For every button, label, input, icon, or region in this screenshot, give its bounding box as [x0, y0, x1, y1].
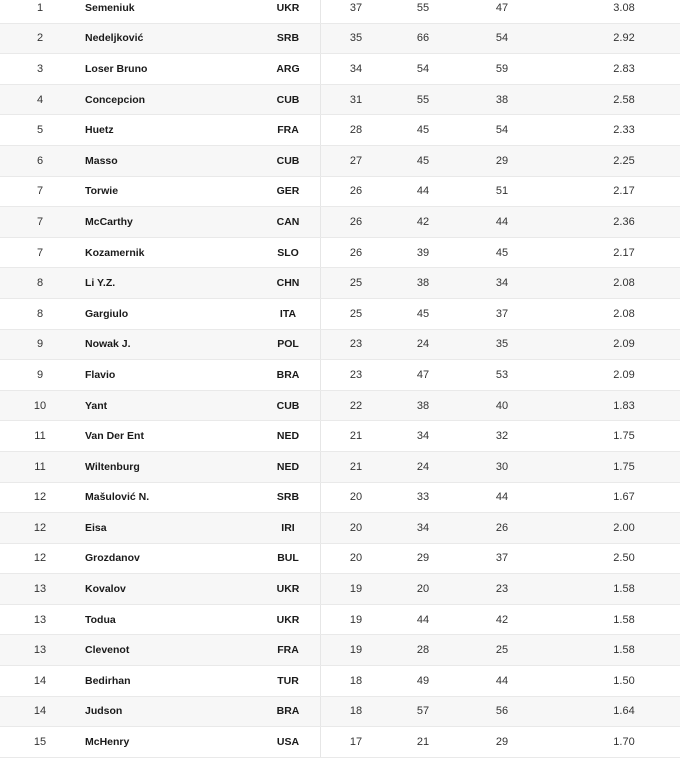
stat-cell-4: 1.50 — [613, 674, 635, 687]
rank-cell: 9 — [36, 368, 44, 381]
stat-cell-2: 42 — [416, 215, 430, 228]
player-name-cell: Clevenot — [85, 644, 130, 657]
rank-cell: 14 — [33, 705, 47, 718]
stat-cell-1: 25 — [349, 307, 363, 320]
table-row — [0, 115, 680, 146]
player-name-cell: Kovalov — [85, 583, 126, 596]
stat-cell-1: 19 — [349, 644, 363, 657]
stat-cell-1: 19 — [349, 613, 363, 626]
stat-cell-4: 1.58 — [613, 613, 635, 626]
country-code-cell: CUB — [276, 154, 300, 167]
stat-cell-4: 1.75 — [613, 430, 635, 443]
stat-cell-4: 2.08 — [613, 307, 635, 320]
stat-cell-1: 18 — [349, 674, 363, 687]
player-name-cell: Todua — [85, 613, 116, 626]
column-divider — [320, 360, 321, 390]
rank-cell: 15 — [33, 736, 47, 749]
player-name-cell: Mašulović N. — [85, 491, 150, 504]
rank-cell: 3 — [36, 62, 44, 75]
stat-cell-1: 20 — [349, 491, 363, 504]
stat-cell-4: 2.09 — [613, 338, 635, 351]
table-row — [0, 238, 680, 269]
stat-cell-2: 38 — [416, 399, 430, 412]
stat-cell-2: 21 — [416, 736, 430, 749]
rank-cell: 14 — [33, 674, 47, 687]
rank-cell: 2 — [36, 32, 44, 45]
table-row — [0, 574, 680, 605]
stat-cell-3: 23 — [495, 583, 509, 596]
stat-cell-4: 1.70 — [613, 736, 635, 749]
stat-cell-3: 53 — [495, 368, 509, 381]
table-row — [0, 605, 680, 636]
stat-cell-3: 54 — [495, 32, 509, 45]
column-divider — [320, 207, 321, 237]
rank-cell: 13 — [33, 644, 47, 657]
stat-cell-1: 28 — [349, 124, 363, 137]
stat-cell-1: 26 — [349, 246, 363, 259]
player-name-cell: Masso — [85, 154, 118, 167]
country-code-cell: CUB — [276, 93, 300, 106]
country-code-cell: UKR — [276, 1, 300, 14]
table-row — [0, 483, 680, 514]
table-row — [0, 24, 680, 55]
player-name-cell: Concepcion — [85, 93, 146, 106]
stat-cell-4: 1.58 — [613, 644, 635, 657]
rank-cell: 1 — [36, 1, 44, 14]
stat-cell-2: 66 — [416, 32, 430, 45]
stat-cell-1: 21 — [349, 460, 363, 473]
stat-cell-3: 40 — [495, 399, 509, 412]
player-name-cell: Li Y.Z. — [85, 277, 116, 290]
player-name-cell: Eisa — [85, 521, 107, 534]
rank-cell: 13 — [33, 583, 47, 596]
column-divider — [320, 330, 321, 360]
stat-cell-4: 1.83 — [613, 399, 635, 412]
stat-cell-1: 20 — [349, 552, 363, 565]
stat-cell-3: 44 — [495, 215, 509, 228]
player-name-cell: Grozdanov — [85, 552, 140, 565]
player-name-cell: Loser Bruno — [85, 62, 148, 75]
stat-cell-2: 54 — [416, 62, 430, 75]
player-name-cell: Nedeljković — [85, 32, 144, 45]
stat-cell-4: 2.33 — [613, 124, 635, 137]
country-code-cell: UKR — [276, 613, 300, 626]
rank-cell: 11 — [34, 460, 46, 473]
stat-cell-3: 37 — [495, 552, 509, 565]
player-name-cell: Nowak J. — [85, 338, 131, 351]
table-row — [0, 727, 680, 758]
stat-cell-4: 3.08 — [613, 1, 635, 14]
stat-cell-1: 20 — [349, 521, 363, 534]
country-code-cell: SRB — [276, 491, 300, 504]
country-code-cell: FRA — [277, 644, 299, 657]
stat-cell-2: 34 — [416, 521, 430, 534]
table-row — [0, 54, 680, 85]
stat-cell-1: 31 — [349, 93, 363, 106]
player-name-cell: Kozamernik — [85, 246, 145, 259]
stat-cell-2: 24 — [416, 460, 430, 473]
table-row — [0, 391, 680, 422]
column-divider — [320, 697, 321, 727]
stat-cell-4: 1.64 — [613, 705, 635, 718]
table-row — [0, 666, 680, 697]
stat-cell-4: 1.58 — [613, 583, 635, 596]
column-divider — [320, 177, 321, 207]
player-name-cell: McCarthy — [85, 215, 133, 228]
table-row — [0, 360, 680, 391]
country-code-cell: ARG — [276, 62, 300, 75]
stat-cell-2: 44 — [416, 613, 430, 626]
stat-cell-1: 18 — [349, 705, 363, 718]
column-divider — [320, 483, 321, 513]
stat-cell-4: 2.36 — [613, 215, 635, 228]
stat-cell-2: 55 — [416, 1, 430, 14]
rank-cell: 7 — [36, 215, 44, 228]
stat-cell-2: 24 — [416, 338, 430, 351]
country-code-cell: POL — [277, 338, 299, 351]
rank-cell: 12 — [33, 552, 47, 565]
table-row — [0, 299, 680, 330]
column-divider — [320, 605, 321, 635]
stat-cell-3: 32 — [495, 430, 509, 443]
stat-cell-1: 23 — [349, 338, 363, 351]
stat-cell-1: 19 — [349, 583, 363, 596]
player-name-cell: Judson — [85, 705, 123, 718]
rank-cell: 9 — [36, 338, 44, 351]
player-name-cell: Van Der Ent — [85, 430, 144, 443]
stat-cell-2: 45 — [416, 154, 430, 167]
stat-cell-3: 34 — [495, 277, 509, 290]
stat-cell-2: 44 — [416, 185, 430, 198]
table-row — [0, 0, 680, 24]
stat-cell-4: 1.75 — [613, 460, 635, 473]
table-row — [0, 635, 680, 666]
player-name-cell: Yant — [85, 399, 108, 412]
stat-cell-1: 37 — [349, 1, 363, 14]
column-divider — [320, 391, 321, 421]
country-code-cell: TUR — [277, 674, 299, 687]
stat-cell-3: 42 — [495, 613, 509, 626]
country-code-cell: SLO — [277, 246, 299, 259]
stat-cell-4: 2.92 — [613, 32, 635, 45]
column-divider — [320, 666, 321, 696]
stat-cell-3: 54 — [495, 124, 509, 137]
table-row — [0, 513, 680, 544]
rank-cell: 7 — [36, 246, 44, 259]
table-row — [0, 146, 680, 177]
player-name-cell: Wiltenburg — [85, 460, 140, 473]
country-code-cell: IRI — [281, 521, 295, 534]
stat-cell-1: 17 — [349, 736, 363, 749]
rank-cell: 10 — [33, 399, 47, 412]
rank-cell: 12 — [33, 521, 47, 534]
column-divider — [320, 544, 321, 574]
stat-cell-2: 45 — [416, 307, 430, 320]
country-code-cell: CUB — [276, 399, 300, 412]
rank-cell: 5 — [36, 124, 44, 137]
stat-cell-4: 2.58 — [613, 93, 635, 106]
stat-cell-4: 2.09 — [613, 368, 635, 381]
stat-cell-3: 47 — [495, 1, 509, 14]
stat-cell-3: 44 — [495, 674, 509, 687]
table-row — [0, 421, 680, 452]
column-divider — [320, 24, 321, 54]
rank-cell: 12 — [33, 491, 47, 504]
stat-cell-4: 2.83 — [613, 62, 635, 75]
column-divider — [320, 299, 321, 329]
column-divider — [320, 268, 321, 298]
table-row — [0, 268, 680, 299]
stat-cell-4: 2.17 — [613, 246, 635, 259]
stat-cell-3: 44 — [495, 491, 509, 504]
player-name-cell: Semeniuk — [85, 1, 135, 14]
country-code-cell: BRA — [276, 705, 300, 718]
rank-cell: 7 — [36, 185, 44, 198]
column-divider — [320, 452, 321, 482]
player-name-cell: Gargiulo — [85, 307, 129, 320]
column-divider — [320, 238, 321, 268]
country-code-cell: NED — [276, 460, 300, 473]
stat-cell-1: 34 — [349, 62, 363, 75]
table-row — [0, 452, 680, 483]
column-divider — [320, 513, 321, 543]
stat-cell-3: 29 — [495, 736, 509, 749]
stat-cell-4: 2.08 — [613, 277, 635, 290]
country-code-cell: FRA — [277, 124, 299, 137]
table-row — [0, 177, 680, 208]
column-divider — [320, 54, 321, 84]
stat-cell-3: 25 — [495, 644, 509, 657]
country-code-cell: ITA — [279, 307, 297, 320]
stat-cell-3: 59 — [495, 62, 509, 75]
country-code-cell: SRB — [276, 32, 300, 45]
rank-cell: 8 — [36, 277, 44, 290]
column-divider — [320, 146, 321, 176]
stat-cell-4: 1.67 — [613, 491, 635, 504]
column-divider — [320, 115, 321, 145]
country-code-cell: UKR — [276, 583, 300, 596]
table-row — [0, 330, 680, 361]
country-code-cell: BRA — [276, 368, 300, 381]
player-name-cell: Bedirhan — [85, 674, 131, 687]
stat-cell-3: 29 — [495, 154, 509, 167]
stat-cell-2: 34 — [416, 430, 430, 443]
table-row — [0, 85, 680, 116]
stat-cell-1: 26 — [349, 185, 363, 198]
player-name-cell: Torwie — [85, 185, 119, 198]
stat-cell-3: 56 — [495, 705, 509, 718]
rank-cell: 11 — [34, 430, 46, 443]
stat-cell-2: 29 — [416, 552, 430, 565]
stat-cell-2: 20 — [416, 583, 430, 596]
country-code-cell: NED — [276, 430, 300, 443]
stat-cell-1: 21 — [349, 430, 363, 443]
table-row — [0, 697, 680, 728]
country-code-cell: BUL — [277, 552, 299, 565]
stat-cell-4: 2.25 — [613, 154, 635, 167]
player-name-cell: Flavio — [85, 368, 116, 381]
player-name-cell: Huetz — [85, 124, 114, 137]
stat-cell-2: 49 — [416, 674, 430, 687]
rank-cell: 6 — [36, 154, 44, 167]
stat-cell-3: 26 — [495, 521, 509, 534]
stat-cell-1: 26 — [349, 215, 363, 228]
stat-cell-4: 2.00 — [613, 521, 635, 534]
stat-cell-4: 2.17 — [613, 185, 635, 198]
stat-cell-2: 38 — [416, 277, 430, 290]
stat-cell-2: 33 — [416, 491, 430, 504]
stat-cell-2: 55 — [416, 93, 430, 106]
stat-cell-1: 25 — [349, 277, 363, 290]
stat-cell-1: 23 — [349, 368, 363, 381]
country-code-cell: CHN — [276, 277, 300, 290]
player-name-cell: McHenry — [85, 736, 130, 749]
column-divider — [320, 635, 321, 665]
stat-cell-3: 45 — [495, 246, 509, 259]
stat-cell-4: 2.50 — [613, 552, 635, 565]
stat-cell-2: 57 — [416, 705, 430, 718]
stat-cell-3: 37 — [495, 307, 509, 320]
stat-cell-3: 35 — [495, 338, 509, 351]
rank-cell: 4 — [36, 93, 44, 106]
stat-cell-2: 45 — [416, 124, 430, 137]
column-divider — [320, 0, 321, 23]
table-row — [0, 544, 680, 575]
column-divider — [320, 85, 321, 115]
table-row — [0, 207, 680, 238]
country-code-cell: USA — [276, 736, 300, 749]
stat-cell-1: 27 — [349, 154, 363, 167]
rank-cell: 8 — [36, 307, 44, 320]
stat-cell-2: 47 — [416, 368, 430, 381]
stat-cell-2: 39 — [416, 246, 430, 259]
stat-cell-1: 22 — [349, 399, 363, 412]
rank-cell: 13 — [33, 613, 47, 626]
stat-cell-2: 28 — [416, 644, 430, 657]
stat-cell-3: 30 — [495, 460, 509, 473]
country-code-cell: GER — [276, 185, 300, 198]
stat-cell-3: 38 — [495, 93, 509, 106]
column-divider — [320, 574, 321, 604]
stat-cell-3: 51 — [495, 185, 509, 198]
column-divider — [320, 421, 321, 451]
stat-cell-1: 35 — [349, 32, 363, 45]
column-divider — [320, 727, 321, 757]
country-code-cell: CAN — [276, 215, 300, 228]
